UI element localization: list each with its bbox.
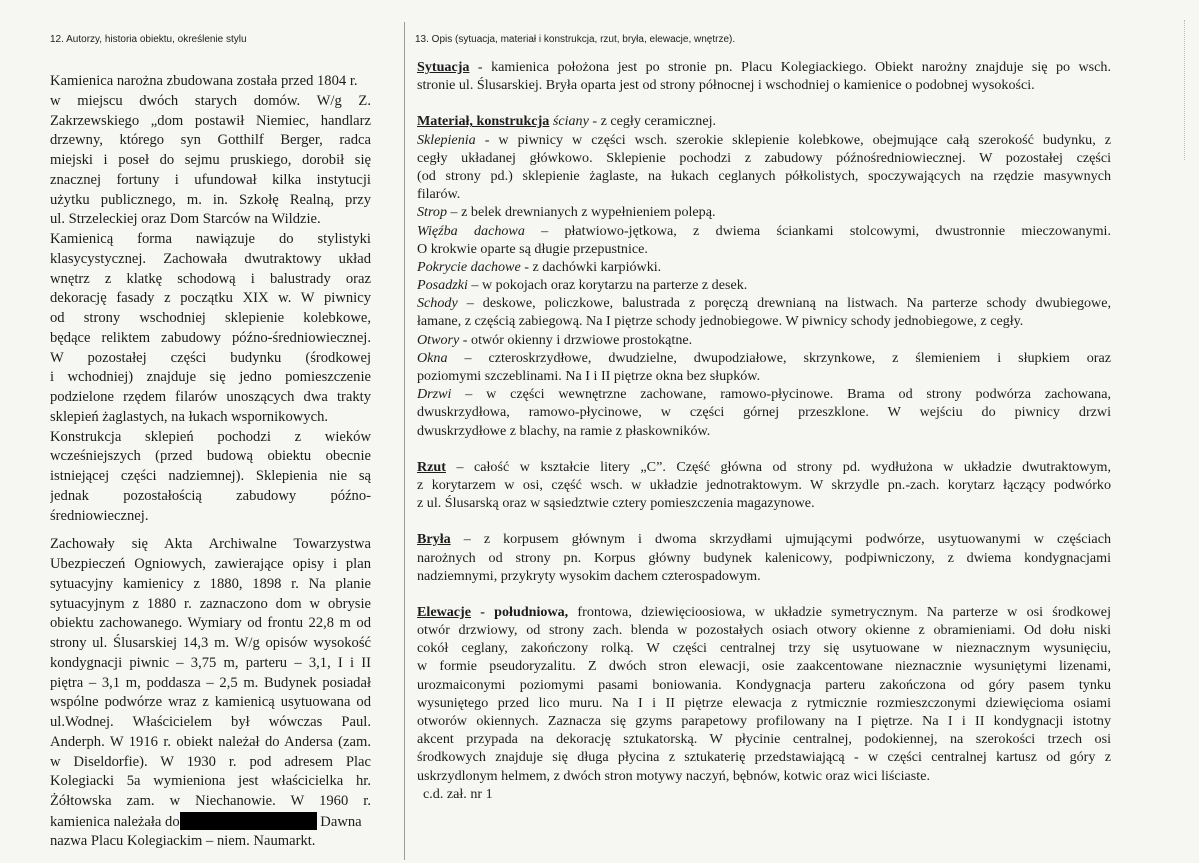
bryla-line-1 — [417, 530, 1111, 548]
history-line: sytuacyjny kamienicy z 1880, 1898 r. Na planie — [50, 575, 371, 592]
history-line: Zakrzewskiego „dom postawił Niemiec, handlarz — [50, 112, 371, 129]
rzut-line-1 — [417, 458, 1111, 476]
description-column — [417, 58, 1111, 803]
elewacje-heading: Elewacje — [417, 603, 472, 620]
scan-edge-mark — [1184, 20, 1193, 160]
history-line: w Diseldorfie). W 1930 r. pod adresem Plac — [50, 753, 371, 770]
redaction-box — [180, 812, 317, 830]
history-line: wnętrz z klatkę schodową i balustrady oraz — [50, 270, 371, 287]
sklepienia-line-3: (od strony pd.) sklepienie żaglaste, na łukach ceglanych półkolistych, spoczywających na rzędzie masywnych — [417, 167, 1111, 184]
sklepienia-line-2: cegły układanej główkowo. Sklepienie pochodzi z zabudowy późnośredniowiecznej. W pozostałej części — [417, 149, 1111, 166]
elewacje-line: wysuniętego przed lico muru. Na I i II piętrze elewacja z rytmicznie rozmieszczonymi dziewięcioma osiami — [417, 694, 1111, 711]
elewacje-line: urozmaiconymi poziomymi pasami boniowania. Kondygnacja parteru zakończona od góry pasem tynku — [417, 676, 1111, 693]
drzwi-label: Drzwi — [417, 386, 452, 403]
strop-line — [417, 203, 1111, 221]
history-line: istniejącej części nadziemnej). Sklepienia nie są — [50, 468, 371, 484]
history-column — [50, 72, 371, 851]
posadzki-line — [417, 276, 1111, 294]
history-line-text: kamienica należała do — [50, 813, 180, 830]
history-line: Konstrukcja sklepień pochodzi z wieków — [50, 428, 371, 445]
elewacje-line: cokół ceglany, zakończony rolką. W części centralnej trzy się usytuowane w nieznacznym wysunięciu, — [417, 640, 1111, 657]
wiezba-line-2: O krokwie oparte są długie przepustnice. — [417, 240, 648, 257]
material-line-1 — [417, 112, 1111, 130]
material-heading: Materiał, konstrukcja — [417, 113, 550, 130]
schody-line-1 — [417, 294, 1111, 312]
history-line: strony ul. Ślusarskiej 14,3 m. W/g opisów wysokość — [50, 635, 371, 651]
elewacje-line: środkowych znajduje się długa płycina z sztukaterię przedstawiającą - w części centralnej kartusz od góry z — [417, 749, 1111, 766]
column-divider — [404, 22, 405, 860]
otwory-line — [417, 331, 1111, 349]
elewacje-subtitle: - południowa, — [471, 603, 569, 620]
drzwi-line-1 — [417, 385, 1111, 403]
history-line: Ubezpieczeń Ogniowych, zawierające opisy i plan — [50, 556, 371, 572]
history-line: sytuacyjnym z 1880 r. zaznaczono dom w obrysie — [50, 595, 371, 612]
history-line: drzewny, którego syn Gotthilf Berger, radca — [50, 132, 371, 149]
history-line: klasycystycznej. Zachowała dwutraktowy układ — [50, 250, 371, 267]
bryla-line-3: nadziemnymi, przykryty wysokim dachem czterospadowym. — [417, 567, 761, 584]
history-line — [50, 812, 371, 832]
history-line: Żółtowska zam. w Niechanowie. W 1960 r. — [50, 793, 371, 809]
history-line-text: Dawna — [316, 813, 362, 830]
bryla-text-1: – z korpusem głównym i dwoma skrzydłami ujmującymi podwórze, usytuowanymi w częściach — [450, 531, 1111, 548]
rzut-text-1: – całość w kształcie litery „C”. Część główna od strony pd. wydłużona w układzie dwutraktowym, — [445, 458, 1111, 475]
okna-line-2: poziomymi szczeblinami. Na I i II piętrze okna bez słupków. — [417, 368, 761, 384]
history-line: ul. Strzeleckiej oraz Dom Starców na Wildzie. — [50, 211, 321, 228]
elewacje-line: uskrzydlonym helmem, z dwóch stron motywy naczyń, bębnów, kotwic oraz wici liściaste. — [417, 767, 930, 784]
history-line: użytku publicznego, m. in. Szkołę Realną, przy — [50, 191, 371, 208]
bryla-heading: Bryła — [417, 531, 451, 548]
sklepienia-line-1 — [417, 131, 1111, 149]
otwory-label: Otwory — [417, 331, 460, 348]
schody-line-2: łamane, z częścią zabiegową. Na I piętrze schody jednobiegowe. W piwnicy schody jednobiegowe, z cegły. — [417, 313, 1024, 330]
elewacje-line: akcent przypada na dekorację sztukatorską. W płycinie centralnej, podokiennej, na szerokości trzech osi — [417, 731, 1111, 748]
posadzki-text: – w pokojach oraz korytarzu na parterze z desek. — [467, 277, 748, 294]
history-line: dekorację fasady z początku XIX w. W piwnicy — [50, 290, 371, 307]
pokrycie-label: Pokrycie dachowe — [417, 258, 521, 275]
bryla-line-2: narożnych od strony pn. Korpus główny budynek kalenicowy, podpiwniczony, z dwiema kondygnacjami — [417, 549, 1111, 566]
schody-label: Schody — [417, 295, 458, 312]
history-line: miejski i poseł do sejmu pruskiego, dorobił się — [50, 152, 371, 168]
okna-line-1 — [417, 349, 1111, 367]
history-line: znacznej fortuny i ufundował kilka instytucji — [50, 171, 371, 188]
history-line: obiektu zachowanego. Wymiary od frontu 22,8 m od — [50, 615, 371, 632]
sklepienia-text-1: - w piwnicy w części wsch. szerokie sklepienie kolebkowe, obejmujące całą szerokość budynku, z — [475, 131, 1111, 148]
okna-label: Okna — [417, 349, 448, 366]
history-line: Kamienica narożna zbudowana została przed 1804 r. — [50, 73, 358, 89]
history-line: Kolegiacki 5a wymieniona jest właścicielka hr. — [50, 773, 371, 790]
strop-text: – z belek drewnianych z wypełnieniem polepą. — [447, 204, 716, 221]
pokrycie-text: - z dachówki karpiówki. — [520, 258, 662, 275]
history-line: ul.Wodnej. Właścicielem był wówczas Paul. — [50, 714, 371, 730]
drzwi-text-1: – w części wewnętrzne zachowane, ramowo-płycinowe. Brama od strony podwórza zachowana, — [451, 386, 1111, 403]
history-line: wspólne podwórze wraz z kamienicą usytuowana od — [50, 694, 371, 711]
sciany-text: - z cegły ceramicznej. — [588, 113, 717, 130]
sciany-label: ściany — [552, 113, 589, 130]
drzwi-line-3: dwuskrzydłowe z blachy, na ramie z płaskowników. — [417, 422, 711, 439]
history-line: nazwa Placu Kolegiackim – niem. Naumarkt. — [50, 832, 316, 849]
sytuacja-text-1: - kamienica położona jest po stronie pn. Placu Kolegiackiego. Obiekt narożny znajduje się po wsch. — [469, 59, 1111, 75]
history-line: podzielone rzędem filarów unoszących dwa trakty — [50, 389, 371, 405]
rzut-line-3: z ul. Ślusarską oraz w sąsiedztwie cztery pomieszczenia magazynowe. — [417, 495, 815, 512]
okna-text-1: – czteroskrzydłowe, dwudzielne, dwupodziałowe, skrzynkowe, z ślemieniem i słupkiem oraz — [447, 349, 1111, 366]
sytuacja-heading: Sytuacja — [417, 59, 470, 75]
history-line: jednak pozostałością zabudowy późno- — [50, 487, 371, 504]
elewacje-lines — [417, 621, 1111, 785]
strop-label: Strop — [417, 204, 448, 221]
sklepienia-label: Sklepienia — [417, 131, 476, 148]
elewacje-line-1 — [417, 603, 1111, 621]
wiezba-text-1: – płatwiowo-jętkowa, z dwiema ściankami stolcowymi, dwustronnie mieczowanymi. — [524, 222, 1111, 239]
posadzki-label: Posadzki — [417, 277, 468, 294]
sklepienia-line-4: filarów. — [417, 186, 461, 203]
continuation-note: c.d. zał. nr 1 — [423, 785, 493, 802]
right-column-header: 13. Opis (sytuacja, materiał i konstrukcja, rzut, bryła, elewacje, wnętrze). — [415, 34, 736, 45]
otwory-text: - otwór okienny i drzwiowe prostokątne. — [459, 331, 693, 348]
wiezba-line-1 — [417, 222, 1111, 240]
history-line: piętra – 3,1 m, poddasza – 2,5 m. Budynek posiadał — [50, 674, 371, 691]
history-line: sklepień żaglastych, na łukach wspornikowych. — [50, 408, 329, 425]
sytuacja-line-1 — [417, 58, 1111, 76]
sytuacja-line-2: stronie ul. Ślusarskiej. Bryła oparta jest od strony północnej i wschodniej o kamienice o podobnej wysokości. — [417, 77, 1035, 94]
drzwi-line-2: dwuskrzydłowa, ramowo-płycinowe, w części górnej przeszklone. W wejściu do piwnicy drzwi — [417, 404, 1111, 421]
history-line: wcześniejszych (przed budową obiektu obecnie — [50, 448, 371, 465]
history-line: i wchodniej) znajduje się jedno pomieszczenie — [50, 369, 371, 386]
pokrycie-line — [417, 258, 1111, 276]
left-column-header: 12. Autorzy, historia obiektu, określenie stylu — [50, 34, 247, 45]
elewacje-line: w formie pseudoryzalitu. Z dwóch stron elewacji, osie zaakcentowane nieznacznie wysuniętymi lizenami, — [417, 658, 1111, 675]
history-line: będące reliktem zabudowy późno-średniowiecznej. — [50, 329, 371, 346]
rzut-line-2: z korytarzem w osi, część wsch. w układzie jednotraktowym. W skrzydle pn.-zach. korytarz łączący podwórko — [417, 476, 1111, 493]
history-line: od strony wschodniej sklepienie kolebkowe, — [50, 310, 371, 326]
history-line: Kamienicą forma nawiązuje do stylistyki — [50, 231, 371, 247]
history-line: W pozostałej części budynku (środkowej — [50, 349, 371, 366]
elewacje-text-1: frontowa, dziewięcioosiowa, w układzie symetrycznym. Na parterze w osi środkowej — [568, 603, 1111, 620]
elewacje-line: otworów okiennych. Zaznacza się gzyms parapetowy profilowany na I piętrze. Na I i II kondygnacji istotny — [417, 713, 1111, 729]
history-line: w miejscu dwóch starych domów. W/g Z. — [50, 92, 371, 109]
history-line: kondygnacji piwnic – 3,75 m, parteru – 3,1, I i II — [50, 654, 371, 671]
wiezba-label: Więźba dachowa — [417, 222, 525, 239]
history-line: średniowiecznej. — [50, 507, 149, 524]
elewacje-line: otwór drzwiowy, od strony zach. blenda w pozostałych osiach otwory okienne z obramieniami. Od dołu niski — [417, 622, 1111, 639]
rzut-heading: Rzut — [417, 458, 446, 475]
schody-text-1: – deskowe, policzkowe, balustrada z poręczą drewnianą na listwach. Na parterze schody dwubiegowe, — [457, 295, 1111, 312]
history-line: Anderph. W 1916 r. obiekt należał do Andersa (zam. — [50, 733, 371, 750]
history-line: Zachowały się Akta Archiwalne Towarzystwa — [50, 536, 371, 553]
